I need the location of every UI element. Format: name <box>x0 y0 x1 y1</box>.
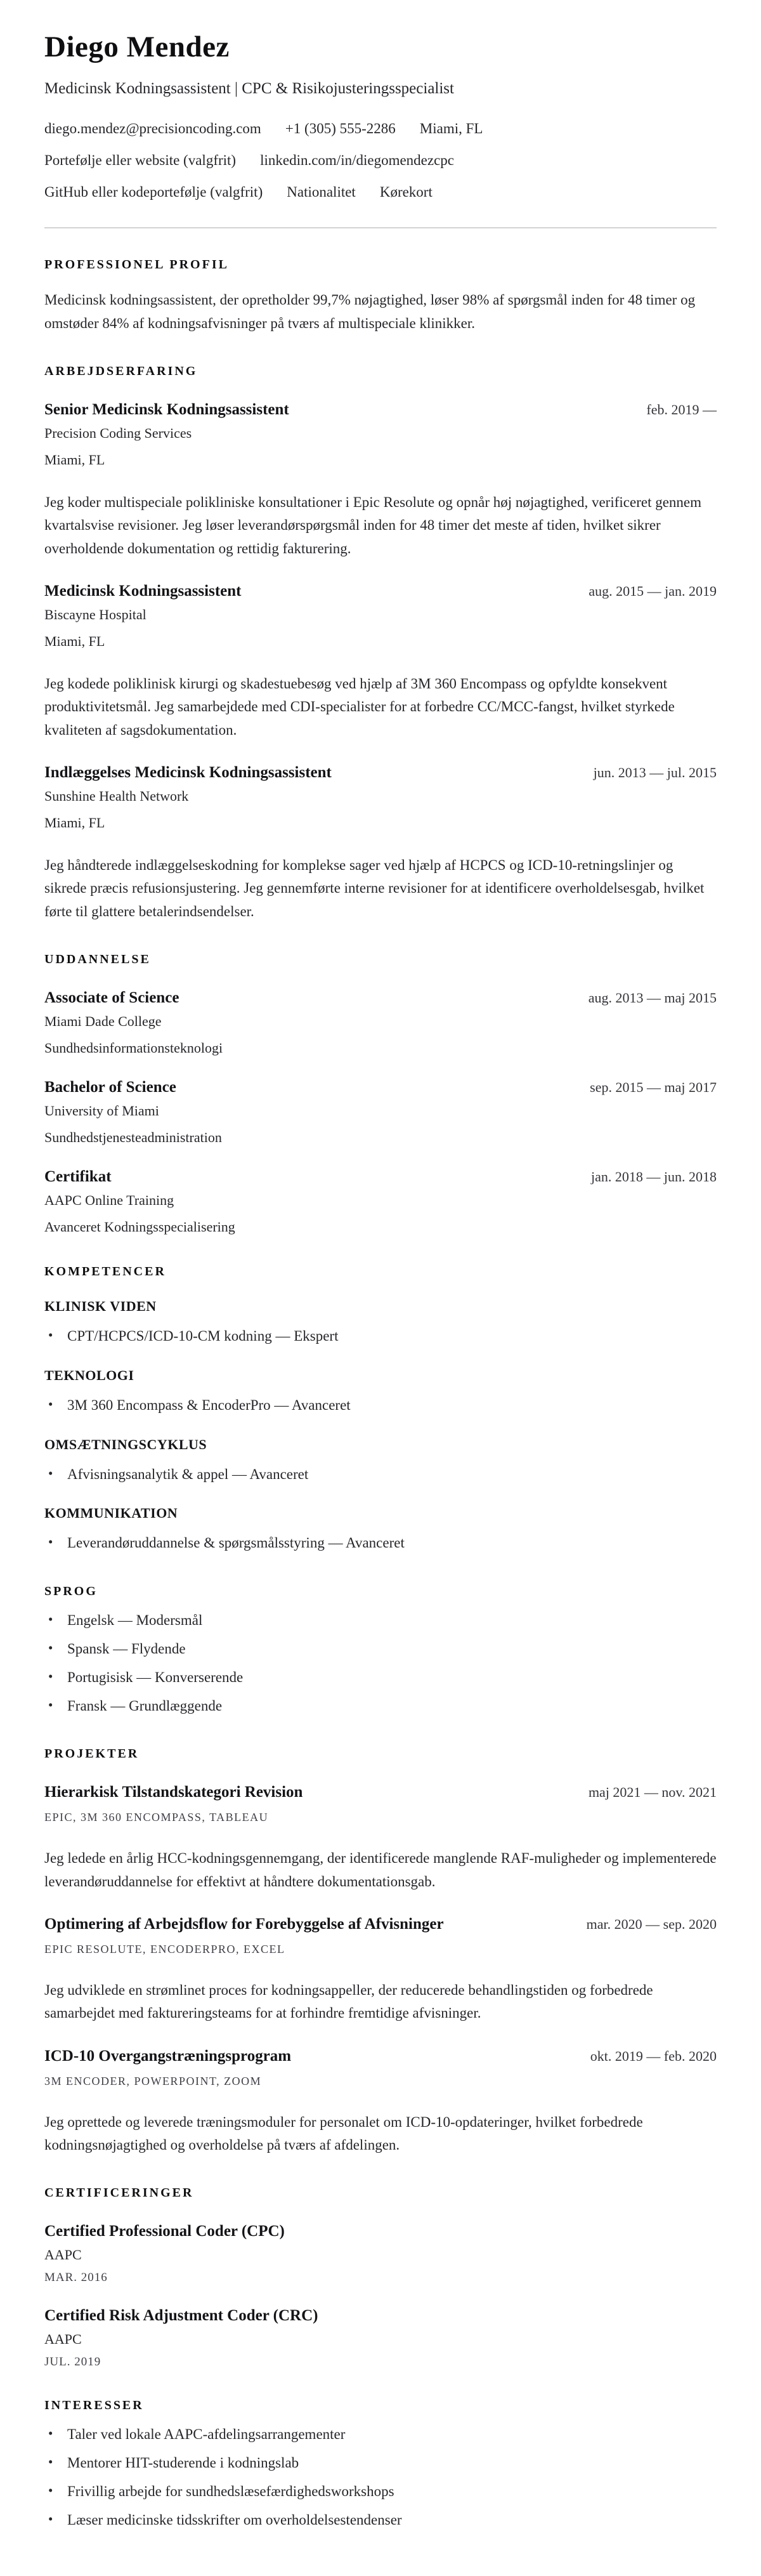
skills-heading: KOMPETENCER <box>44 1264 166 1278</box>
skill-group-name: KLINISK VIDEN <box>44 1298 157 1314</box>
header-divider <box>44 227 717 228</box>
education-field: Sundhedstjenesteadministration <box>44 1129 222 1145</box>
skill-item: • Afvisningsanalytik & appel — Avanceret <box>44 1463 717 1487</box>
candidate-name: Diego Mendez <box>44 30 230 63</box>
education-head <box>44 1167 717 1186</box>
certifications-heading: CERTIFICERINGER <box>44 2186 194 2200</box>
candidate-headline: Medicinsk Kodningsassistent | CPC & Risikojusteringsspecialist <box>44 80 454 98</box>
job-dates: aug. 2015 — jan. 2019 <box>589 582 717 599</box>
contact-row-3 <box>44 184 717 200</box>
project-title: Hierarkisk Tilstandskategori Revision <box>44 1784 303 1801</box>
education-head <box>44 989 717 1008</box>
project-dates: maj 2021 — nov. 2021 <box>588 1784 717 1801</box>
education-entry <box>44 1167 717 1235</box>
job-description: Jeg håndterede indlæggelseskodning for komplekse sager ved hjælp af HCPCS og ICD-10-retningslinjer og sikrede præcis refusionsjustering. Jeg gennemførte interne revisioner for at identificere overholdelsesgab, hvilket førte til glattere betalerindsendelser. <box>44 857 705 919</box>
skill-item: • 3M 360 Encompass & EncoderPro — Avanceret <box>44 1394 717 1417</box>
skill-group <box>44 1505 717 1555</box>
job-title: Indlæggelses Medicinsk Kodningsassistent <box>44 763 332 781</box>
certification-title: Certified Risk Adjustment Coder (CRC) <box>44 2307 318 2325</box>
skill-list <box>44 1532 717 1555</box>
education-heading: UDDANNELSE <box>44 952 151 966</box>
certification-date: JUL. 2019 <box>44 2355 101 2369</box>
section-projects <box>44 1747 717 2157</box>
profile-text: Medicinsk kodningsassistent, der opretholder 99,7% nøjagtighed, løser 98% af spørgsmål inden for 48 timer og omstøder 84% af kodningsafvisninger på tværs af multispeciale klinikker. <box>44 292 696 331</box>
project-description: Jeg oprettede og leverede træningsmoduler for personalet om ICD-10-opdateringer, hvilket forbedrede kodningsnøjagtighed og overholdelse på tværs af afdelingen. <box>44 2113 643 2153</box>
projects-heading: PROJEKTER <box>44 1747 140 1761</box>
language-item: • Spansk — Flydende <box>44 1638 717 1661</box>
job-entry <box>44 400 717 560</box>
skill-group <box>44 1367 717 1417</box>
certification-issuer: AAPC <box>44 2331 82 2348</box>
education-school: University of Miami <box>44 1102 159 1119</box>
section-education <box>44 952 717 1235</box>
job-description: Jeg kodede poliklinisk kirurgi og skadestuebesøg ved hjælp af 3M 360 Encompass og opfyldte konsekvent produktivitetsmål. Jeg samarbejdede med CDI-specialister for at forbedre CC/MCC-fangst, hvilket styrkede kvaliteten af sagsdokumentation. <box>44 675 675 738</box>
project-tools: EPIC RESOLUTE, ENCODERPRO, EXCEL <box>44 1942 285 1955</box>
contact-row-2 <box>44 152 717 169</box>
education-degree: Certifikat <box>44 1167 112 1185</box>
job-dates: feb. 2019 — <box>646 402 717 417</box>
job-title: Medicinsk Kodningsassistent <box>44 582 242 600</box>
education-degree: Associate of Science <box>44 989 179 1006</box>
contact-license-placeholder: Kørekort <box>379 184 433 200</box>
certification-issuer: AAPC <box>44 2247 82 2263</box>
skill-group-name: OMSÆTNINGSCYKLUS <box>44 1436 207 1452</box>
section-skills <box>44 1265 717 1555</box>
languages-heading: SPROG <box>44 1584 98 1599</box>
job-entry <box>44 582 717 742</box>
contact-linkedin: linkedin.com/in/diegomendezcpc <box>260 152 455 169</box>
education-field: Sundhedsinformationsteknologi <box>44 1039 223 1056</box>
job-location: Miami, FL <box>44 452 105 468</box>
job-head <box>44 582 717 601</box>
project-head <box>44 1915 717 1934</box>
project-dates: okt. 2019 — feb. 2020 <box>590 2047 717 2064</box>
project-head <box>44 1783 717 1802</box>
skill-list <box>44 1325 717 1348</box>
interest-item: • Mentorer HIT-studerende i kodningslab <box>44 2452 717 2475</box>
education-school: Miami Dade College <box>44 1013 162 1029</box>
skill-list <box>44 1394 717 1417</box>
job-description: Jeg koder multispeciale polikliniske konsultationer i Epic Resolute og opnår høj nøjagtighed, verificeret gennem kvartalsvise revisioner. Jeg løser leverandørspørgsmål inden for 48 timer det meste af tiden, hvilket sikrer overholdende dokumentation og rettidig fakturering. <box>44 494 702 556</box>
job-company: Sunshine Health Network <box>44 787 189 804</box>
certification-entry <box>44 2222 717 2285</box>
job-head <box>44 400 717 419</box>
skill-group-name: TEKNOLOGI <box>44 1367 134 1383</box>
experience-heading: ARBEJDSERFARING <box>44 364 198 378</box>
section-certifications <box>44 2186 717 2369</box>
certification-date: MAR. 2016 <box>44 2271 108 2285</box>
skill-group-name: KOMMUNIKATION <box>44 1505 178 1521</box>
interest-item: • Læser medicinske tidsskrifter om overholdelsestendenser <box>44 2509 717 2532</box>
education-field: Avanceret Kodningsspecialisering <box>44 1218 235 1235</box>
education-dates: sep. 2015 — maj 2017 <box>590 1079 717 1095</box>
resume-header <box>44 32 717 200</box>
project-dates: mar. 2020 — sep. 2020 <box>586 1916 717 1932</box>
profile-heading: PROFESSIONEL PROFIL <box>44 258 229 272</box>
project-tools: EPIC, 3M 360 ENCOMPASS, TABLEAU <box>44 1811 269 1824</box>
contact-row-1 <box>44 121 717 137</box>
job-location: Miami, FL <box>44 633 105 649</box>
job-company: Precision Coding Services <box>44 425 192 441</box>
project-title: ICD-10 Overgangstræningsprogram <box>44 2047 292 2065</box>
contact-nationality-placeholder: Nationalitet <box>287 184 356 200</box>
job-entry <box>44 763 717 923</box>
contact-email: diego.mendez@precisioncoding.com <box>44 121 261 137</box>
section-interests <box>44 2398 717 2532</box>
certification-title: Certified Professional Coder (CPC) <box>44 2223 285 2240</box>
project-tools: 3M ENCODER, POWERPOINT, ZOOM <box>44 2074 262 2087</box>
contact-location: Miami, FL <box>419 121 483 137</box>
education-dates: aug. 2013 — maj 2015 <box>588 989 717 1006</box>
education-degree: Bachelor of Science <box>44 1078 176 1096</box>
section-profile <box>44 258 717 335</box>
project-head <box>44 2047 717 2066</box>
education-dates: jan. 2018 — jun. 2018 <box>591 1168 717 1185</box>
interest-list <box>44 2423 717 2532</box>
skill-item: • CPT/HCPCS/ICD-10-CM kodning — Ekspert <box>44 1325 717 1348</box>
education-entry <box>44 989 717 1056</box>
project-title: Optimering af Arbejdsflow for Forebyggelse af Afvisninger <box>44 1915 444 1933</box>
language-list <box>44 1609 717 1718</box>
project-description: Jeg ledede en årlig HCC-kodningsgennemgang, der identificerede manglende RAF-muligheder og implementerede leverandøruddannelse for effektivt at håndtere dokumentationsgab. <box>44 1850 717 1889</box>
project-entry <box>44 1783 717 1893</box>
interest-item: • Frivillig arbejde for sundhedslæsefærdighedsworkshops <box>44 2480 717 2504</box>
section-experience <box>44 364 717 923</box>
job-company: Biscayne Hospital <box>44 606 146 622</box>
project-description: Jeg udviklede en strømlinet proces for kodningsappeller, der reducerede behandlingstiden og forbedrede samarbejdet med faktureringsteams for at forhindre fremtidige afvisninger. <box>44 1981 653 2021</box>
interest-item: • Taler ved lokale AAPC-afdelingsarrangementer <box>44 2423 717 2447</box>
education-head <box>44 1078 717 1097</box>
project-entry <box>44 2047 717 2157</box>
contact-github-placeholder: GitHub eller kodeportefølje (valgfrit) <box>44 184 263 200</box>
contact-phone: +1 (305) 555-2286 <box>285 121 396 137</box>
education-entry <box>44 1078 717 1146</box>
job-head <box>44 763 717 782</box>
language-item: • Engelsk — Modersmål <box>44 1609 717 1633</box>
skill-list <box>44 1463 717 1487</box>
job-location: Miami, FL <box>44 814 105 831</box>
interests-heading: INTERESSER <box>44 2398 144 2413</box>
project-entry <box>44 1915 717 2025</box>
skill-group <box>44 1436 717 1487</box>
skill-item: • Leverandøruddannelse & spørgsmålsstyring — Avanceret <box>44 1532 717 1555</box>
certification-entry <box>44 2306 717 2369</box>
contact-portfolio-placeholder: Portefølje eller website (valgfrit) <box>44 152 237 169</box>
language-item: • Portugisisk — Konverserende <box>44 1666 717 1690</box>
education-school: AAPC Online Training <box>44 1192 174 1208</box>
job-dates: jun. 2013 — jul. 2015 <box>593 764 717 780</box>
skill-group <box>44 1298 717 1348</box>
language-item: • Fransk — Grundlæggende <box>44 1695 717 1718</box>
section-languages <box>44 1584 717 1718</box>
job-title: Senior Medicinsk Kodningsassistent <box>44 401 289 418</box>
